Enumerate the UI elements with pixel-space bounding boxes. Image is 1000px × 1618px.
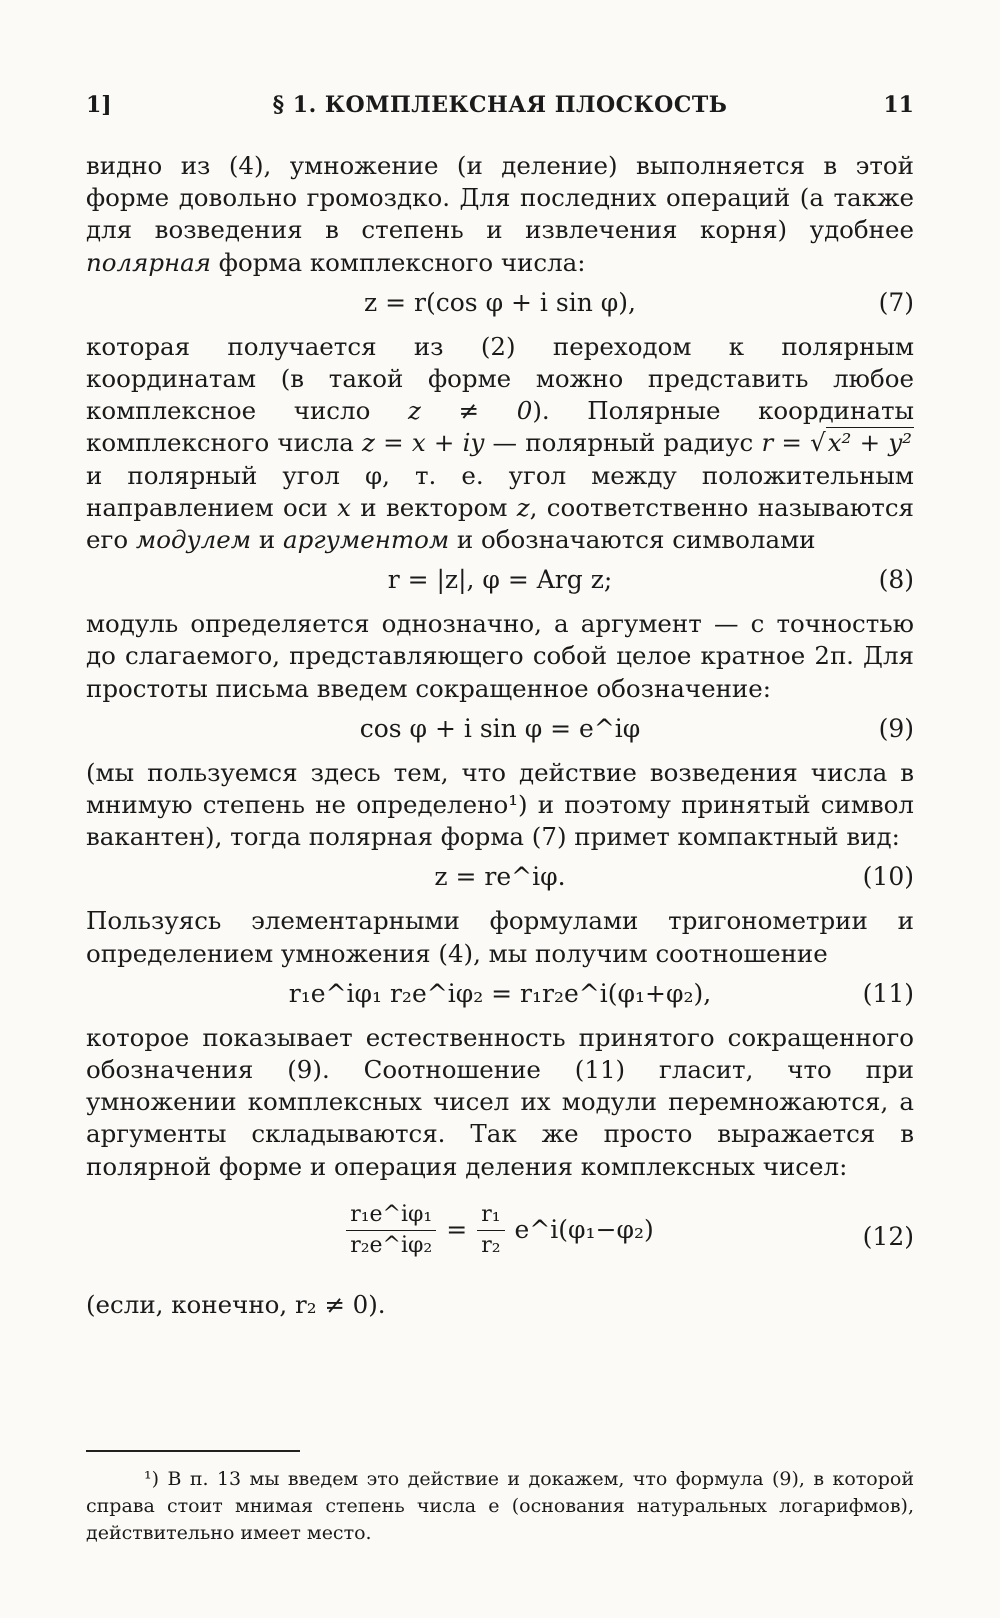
paragraph-7: (если, конечно, r₂ ≠ 0). xyxy=(86,1289,386,1319)
paragraph-6: которое показывает естественность принятого сокращенного обозначения (9). Соотношение (11) гласит, что при умножении комплексных чисел их модули перемножаются, а аргументы складываются. Так же просто выражается в полярной форме и операция деления комплексных чисел: xyxy=(86,1022,914,1181)
page-body xyxy=(86,150,914,1321)
equation-9 xyxy=(86,713,914,747)
equation-12 xyxy=(86,1197,914,1279)
equation-7-formula: z = r(cos φ + i sin φ), xyxy=(364,287,636,317)
equation-9-number: (9) xyxy=(878,713,914,743)
equation-8-number: (8) xyxy=(878,565,914,595)
equation-11-formula: r₁e^iφ₁ r₂e^iφ₂ = r₁r₂e^i(φ₁+φ₂), xyxy=(288,978,712,1008)
equation-12-formula: $\frac{\text{r₁e\textasciicircum{}iφ₁}}{\text{r₂e\textasciicircum{}iφ₂}}$ = $\frac{\text{r₁}}{\text{r₂}}$ e^i(φ₁−φ₂) xyxy=(346,1200,654,1261)
paragraph-3: модуль определяется однозначно, а аргумент — с точностью до слагаемого, представляющего собой целое кратное 2π. Для простоты письма введем сокращенное обозначение: xyxy=(86,609,914,703)
equation-10-number: (10) xyxy=(862,862,914,892)
running-header xyxy=(86,92,914,126)
page-number: 11 xyxy=(883,92,914,118)
equation-7 xyxy=(86,287,914,321)
emphasis-polar: полярная xyxy=(86,247,212,277)
paragraph-5: Пользуясь элементарными формулами тригонометрии и определением умножения (4), мы получим соотношение xyxy=(86,906,914,968)
equation-11 xyxy=(86,978,914,1012)
equation-9-formula: cos φ + i sin φ = e^iφ xyxy=(359,713,641,743)
footnote: ¹) В п. 13 мы введем это действие и докажем, что формула (9), в которой справа стоит мнимая степень числа e (основания натуральных логарифмов), действительно имеет место. xyxy=(86,1468,914,1544)
equation-7-number: (7) xyxy=(878,287,914,317)
footnote-divider xyxy=(86,1450,300,1452)
paragraph-1: видно из (4), умножение (и деление) выполняется в этой форме довольно громоздко. Для последних операций (а также для возведения в степень и извлечения корня) удобнее полярная форма комплексного числа: xyxy=(86,151,914,277)
header-title: § 1. КОМПЛЕКСНАЯ ПЛОСКОСТЬ xyxy=(272,92,728,118)
equation-10-formula: z = re^iφ. xyxy=(434,862,566,892)
equation-11-number: (11) xyxy=(862,978,914,1008)
emphasis-modulus: модулем xyxy=(135,525,252,555)
paragraph-2: которая получается из (2) переходом к полярным координатам (в такой форме можно представить любое комплексное число z ≠ 0). Полярные координаты комплексного числа z = x + iy — полярный радиус r = √x² + y² и полярный угол φ, т. е. угол между положительным направлением оси x и вектором z, соответственно называются его модулем и аргументом и обозначаются символами xyxy=(86,331,914,555)
equation-8 xyxy=(86,564,914,598)
equation-10 xyxy=(86,861,914,895)
header-left-mark: 1] xyxy=(86,92,112,118)
equation-12-number: (12) xyxy=(862,1221,914,1251)
equation-8-formula: r = |z|, φ = Arg z; xyxy=(387,565,613,595)
emphasis-argument: аргументом xyxy=(283,525,450,555)
fraction-left: $\frac{\text{r₁e\textasciicircum{}iφ₁}}{\text{r₂e\textasciicircum{}iφ₂}}$ xyxy=(346,1200,436,1261)
paragraph-4: (мы пользуемся здесь тем, что действие возведения числа в мнимую степень не определено¹) и поэтому принятый символ вакантен), тогда полярная форма (7) примет компактный вид: xyxy=(86,757,914,852)
fraction-right: $\frac{\text{r₁}}{\text{r₂}}$ xyxy=(477,1200,504,1261)
